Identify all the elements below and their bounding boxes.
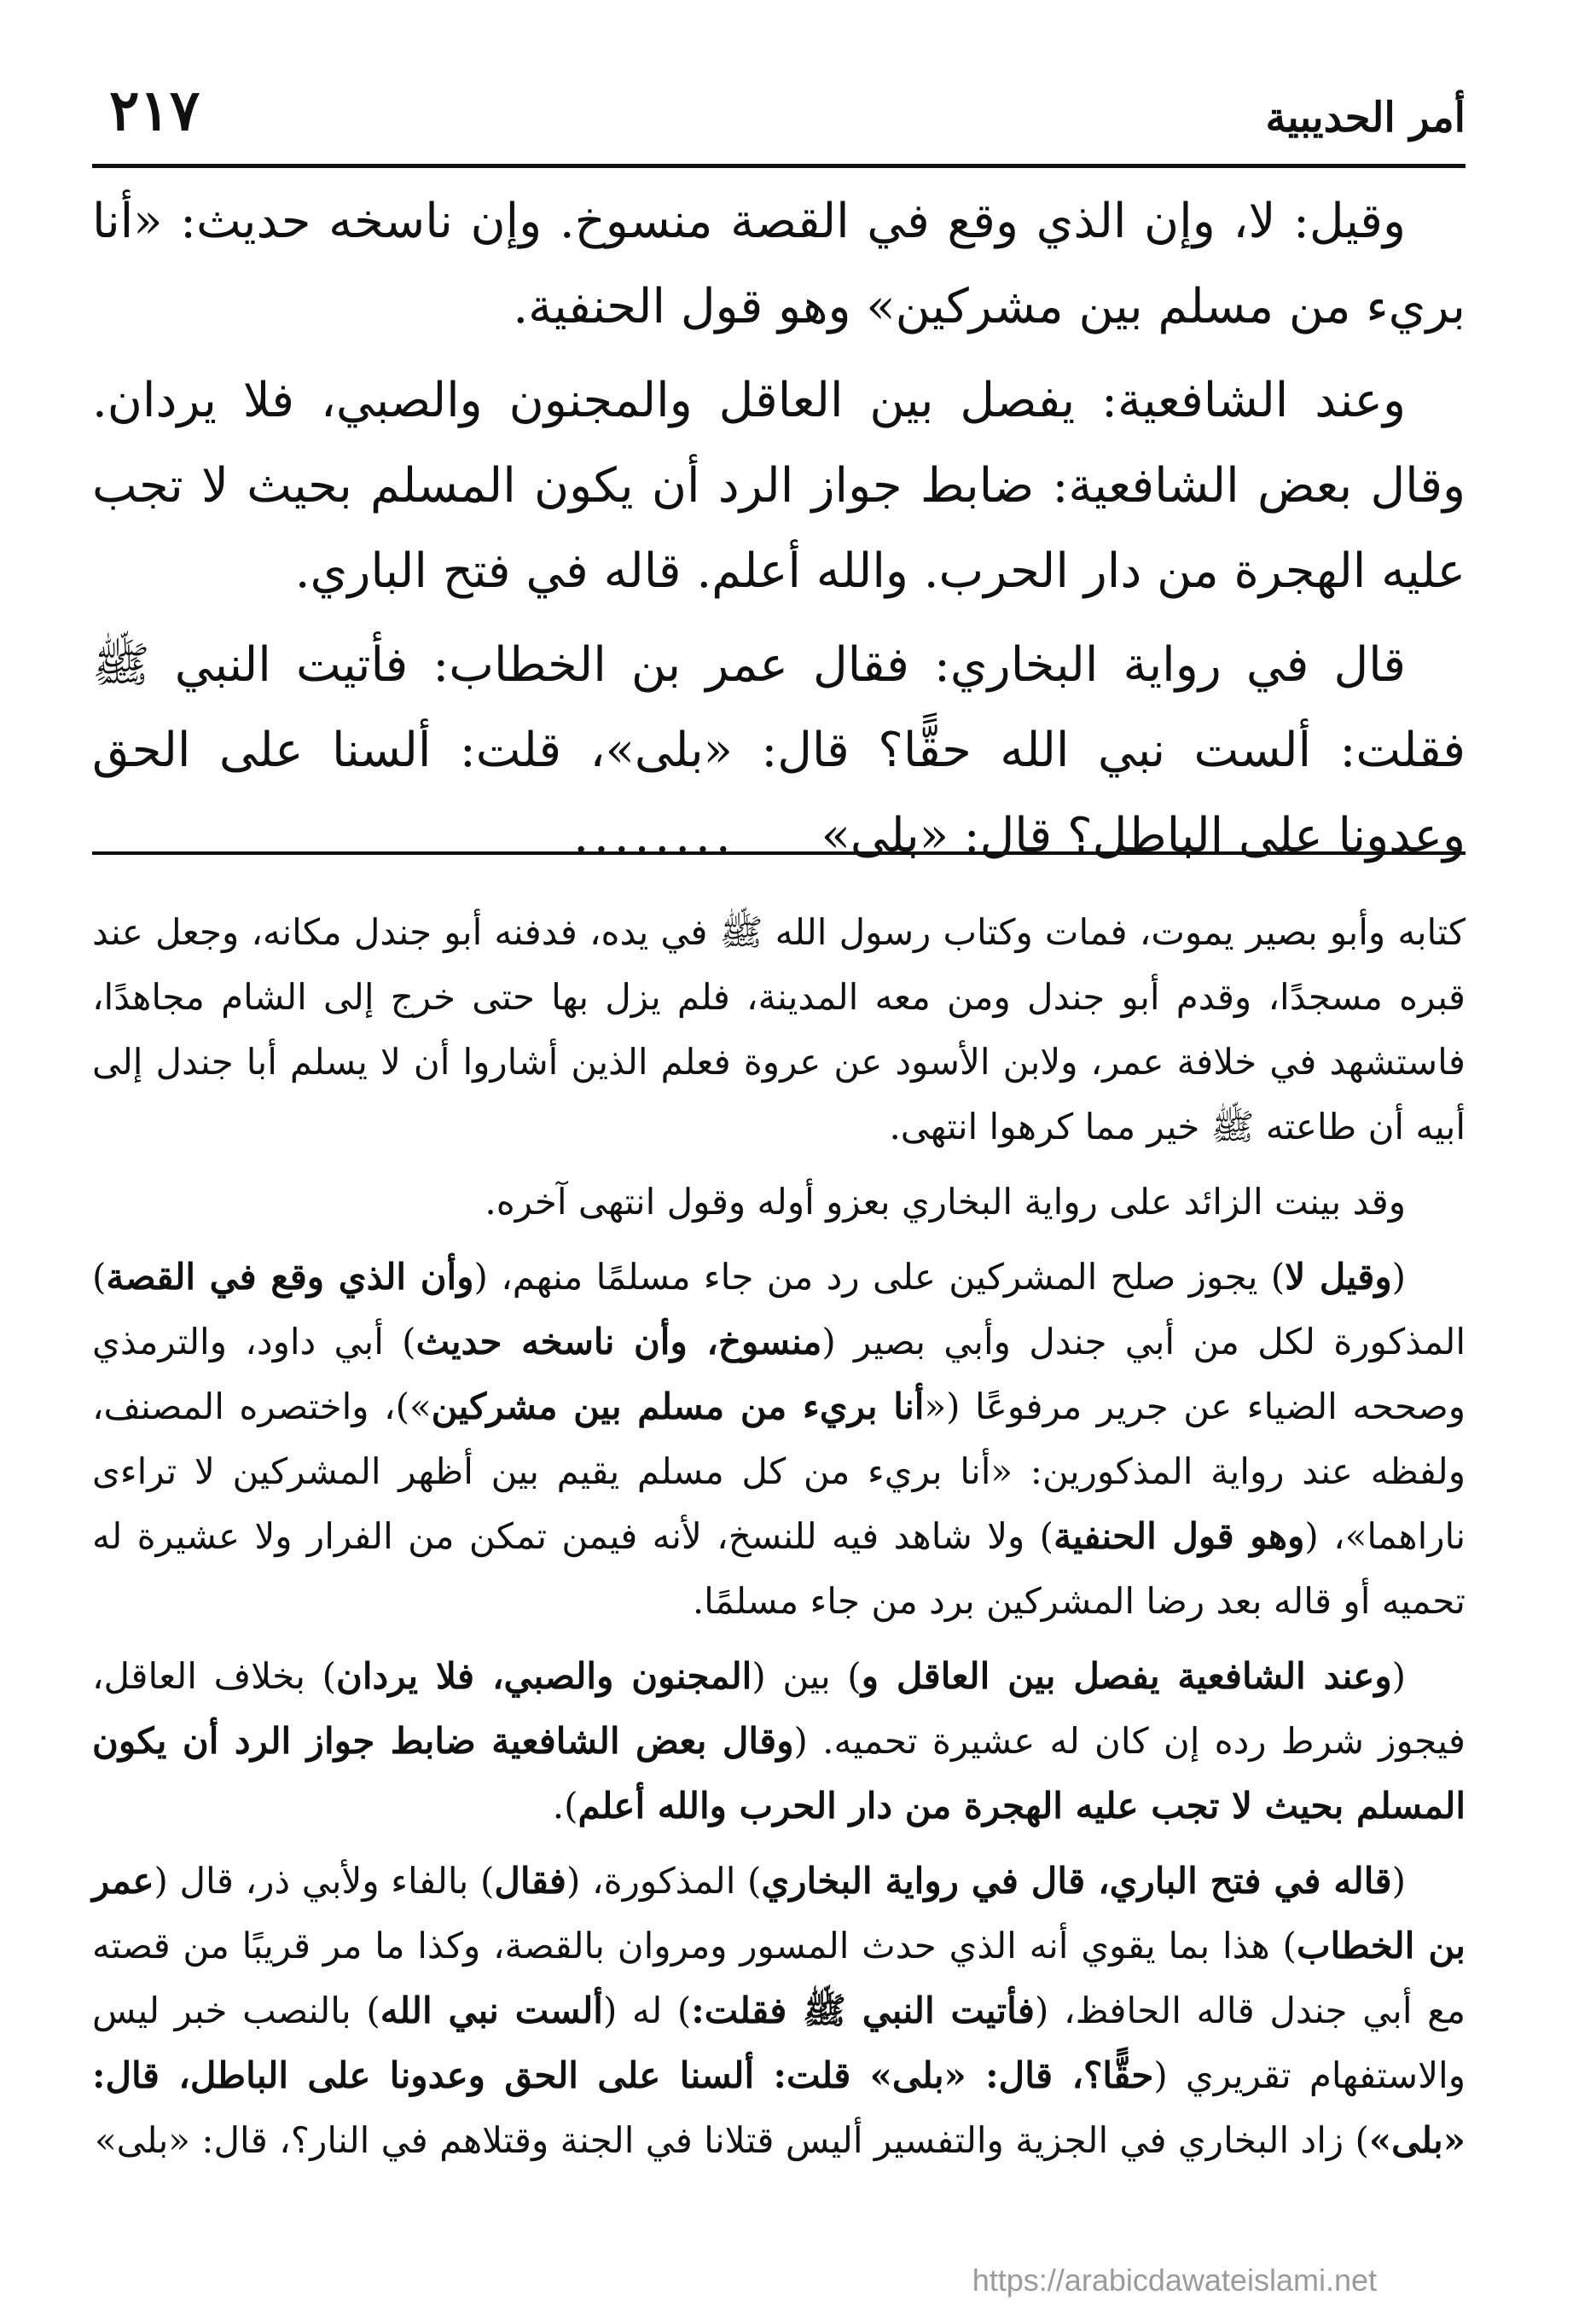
main-text (92, 179, 1466, 887)
main-paragraph-2: وعند الشافعية: يفصل بين العاقل والمجنون والصبي، فلا يردان. وقال بعض الشافعية: ضابط جواز الرد أن يكون المسلم بحيث لا تجب عليه الهجرة من دار الحرب. والله أعلم. قاله في فتح الباري. (92, 373, 1466, 599)
quoted-main-text: فقال (494, 1860, 567, 1902)
quoted-main-text: وقال بعض الشافعية ضابط جواز الرد أن يكون المسلم بحيث لا تجب عليه الهجرة من دار الحرب والله أعلم (92, 1720, 1466, 1827)
commentary-paragraph-5 (92, 1849, 1466, 2173)
quoted-main-text: عمر بن الخطاب (92, 1860, 1466, 1967)
text-run: ) ولا شاهد فيه للنسخ، لأنه فيمن تمكن من الفرار ولا عشيرة له تحميه أو قاله بعد رضا المشركين برد من جاء مسلمًا. (92, 1515, 1466, 1622)
quoted-main-text: المجنون والصبي، فلا يردان (335, 1655, 752, 1697)
quoted-main-text: منسوخ، وأن ناسخه حديث (415, 1321, 822, 1362)
watermark-url: https://arabicdawateislami.net (972, 2263, 1377, 2298)
ellipsis-dots: ........ (573, 808, 736, 863)
commentary-paragraph-2: وقد بينت الزائد على رواية البخاري بعزو أوله وقول انتهى آخره. (485, 1181, 1406, 1223)
quoted-main-text: حقًّا؟، قال: «بلى» قلت: ألسنا على الحق وعدونا على الباطل، قال: «بلى» (92, 2054, 1466, 2161)
quoted-main-text: قاله في فتح الباري، قال في رواية البخاري (761, 1860, 1392, 1902)
text-run: ) زاد البخاري في الجزية والتفسير أليس قتلانا في الجنة وقتلاهم في النار؟، قال: «بلى» (94, 2119, 1369, 2161)
quoted-main-text: أنا بريء من مسلم بين مشركين (431, 1386, 925, 1427)
book-page (92, 68, 1466, 2286)
quoted-main-text: ألست نبي الله (380, 1990, 603, 2031)
text-run: ) له ( (602, 1990, 692, 2031)
commentary-text (92, 900, 1466, 2183)
text-run: ) يجوز صلح المشركين على رد من جاء مسلمًا منهم، ( (473, 1256, 1286, 1298)
page-number: ٢١٧ (109, 77, 200, 143)
commentary-paragraph-4 (92, 1644, 1466, 1839)
text-run: ) بالفاء ولأبي ذر، قال ( (154, 1860, 495, 1902)
text-run: ) بخلاف العاقل، فيجوز شرط رده إن كان له عشيرة تحميه. ( (92, 1655, 1466, 1762)
main-paragraph-3-text: قال في رواية البخاري: فقال عمر بن الخطاب: فأتيت النبي ﷺ فقلت: ألست نبي الله حقًّا؟ قال: «بلى»، قلت: ألسنا على الحق وعدونا على الباطل؟ قال: «بلى» (92, 637, 1466, 863)
text-run: ( (1391, 1655, 1407, 1697)
commentary-separator-rule (92, 851, 1466, 855)
commentary-paragraph-1: كتابه وأبو بصير يموت، فمات وكتاب رسول الله ﷺ في يده، فدفنه أبو جندل مكانه، وجعل عند قبره مسجدًا، وقدم أبو جندل ومن معه المدينة، فلم يزل بها حتى خرج إلى الشام مجاهدًا، فاستشهد في خلافة عمر، ولابن الأسود عن عروة فعلم الذين أشاروا أن لا يسلم أبا جندل إلى أبيه أن طاعته ﷺ خير مما كرهوا انتهى. (92, 911, 1466, 1147)
quoted-main-text: فأتيت النبي ﷺ فقلت: (691, 1990, 1035, 2031)
text-run: ). (552, 1785, 578, 1827)
text-run: ) المذكورة لكل من أبي جندل وأبي بصير ( (92, 1256, 1466, 1362)
text-run: ( (1391, 1860, 1406, 1902)
text-run: ( (1391, 1256, 1407, 1298)
running-head: أمر الحديبية (1265, 94, 1466, 142)
quoted-main-text: وعند الشافعية يفصل بين العاقل و (861, 1655, 1392, 1697)
main-paragraph-1: وقيل: لا، وإن الذي وقع في القصة منسوخ. وإن ناسخه حديث: «أنا بريء من مسلم بين مشركين» وهو قول الحنفية. (92, 194, 1466, 334)
commentary-paragraph-3 (92, 1245, 1466, 1634)
page-header (92, 68, 1466, 162)
text-run: ) أبي داود، والترمذي وصححه الضياء عن جرير مرفوعًا (« (92, 1321, 1466, 1427)
quoted-main-text: وهو قول الحنفية (1054, 1515, 1305, 1557)
header-rule (92, 164, 1466, 168)
text-run: ) بين ( (752, 1655, 862, 1697)
text-run: ) هذا بما يقوي أنه الذي حدث المسور ومروان بالقصة، وكذا ما مر قريبًا من قصته مع أبي جندل قاله الحافظ، ( (92, 1925, 1466, 2031)
text-run: ) بالنصب خبر ليس والاستفهام تقريري ( (92, 1990, 1466, 2096)
text-run: »)، واختصره المصنف، ولفظه عند رواية المذكورين: «أنا بريء من كل مسلم يقيم بين أظهر المشركين لا تراءى ناراهما»، ( (92, 1386, 1466, 1557)
text-run: ) المذكورة، ( (566, 1860, 762, 1902)
quoted-main-text: وقيل لا (1285, 1256, 1392, 1298)
main-paragraph-3 (92, 623, 1466, 879)
quoted-main-text: وأن الذي وقع في القصة (106, 1256, 474, 1298)
